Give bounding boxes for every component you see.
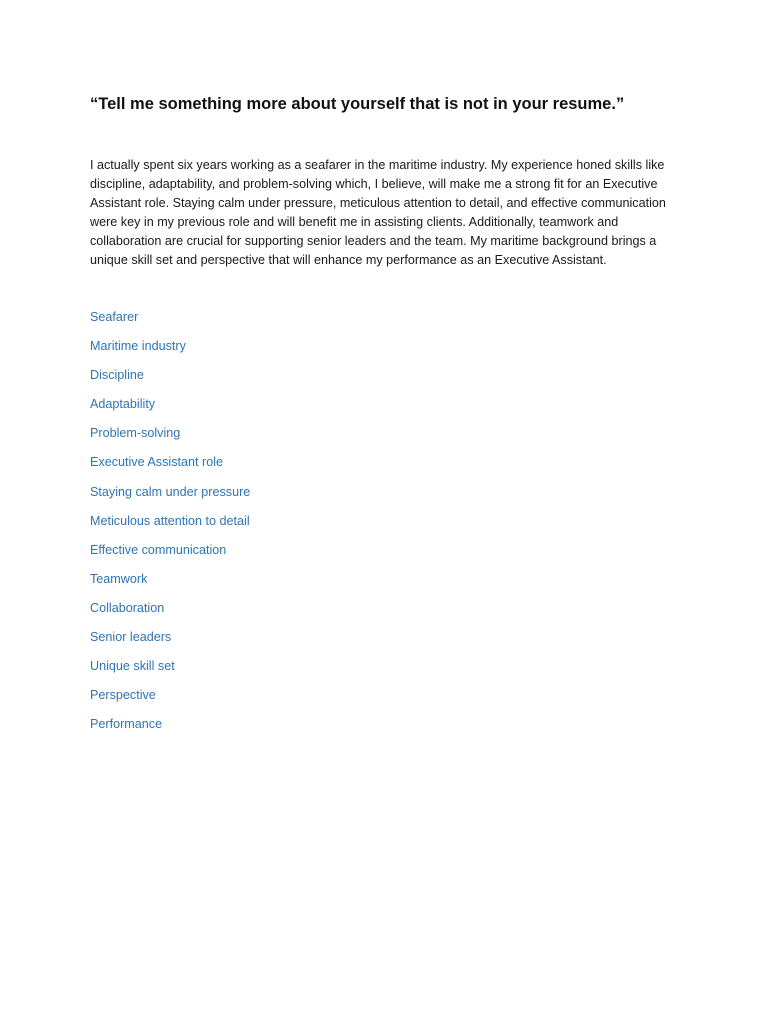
keyword-item: Senior leaders — [90, 630, 172, 645]
keyword-item: Collaboration — [90, 600, 165, 615]
document-heading: “Tell me something more about yourself that is not in your resume.” — [90, 95, 625, 113]
keyword-item: Seafarer — [90, 310, 139, 324]
keyword-item: Staying calm under pressure — [90, 484, 251, 499]
keyword-item: Discipline — [90, 368, 144, 383]
keyword-item: Meticulous attention to detail — [90, 513, 250, 528]
keyword-item: Performance — [90, 717, 163, 732]
keyword-item: Executive Assistant role — [90, 455, 223, 470]
answer-paragraph: I actually spent six years working as a seafarer in the maritime industry. My experience honed skills like discipline, adaptability, and problem-solving which, I believe, will make me a strong fit for an Executive Assistant role. Staying calm under pressure, meticulous attention to detail, and effective communication were key in my previous role and will benefit me in assisting clients. Additionally, teamwork and collaboration are crucial for supporting senior leaders and the team. My maritime background brings a unique skill set and perspective that will enhance my performance as an Executive Assistant. — [90, 158, 666, 267]
keyword-item: Problem-solving — [90, 426, 181, 441]
keyword-item: Adaptability — [90, 397, 156, 412]
keyword-item: Effective communication — [90, 542, 227, 557]
keyword-item: Unique skill set — [90, 659, 175, 674]
keyword-item: Teamwork — [90, 571, 148, 586]
keyword-list — [90, 307, 250, 743]
keyword-item: Perspective — [90, 688, 156, 703]
keyword-item: Maritime industry — [90, 339, 186, 354]
